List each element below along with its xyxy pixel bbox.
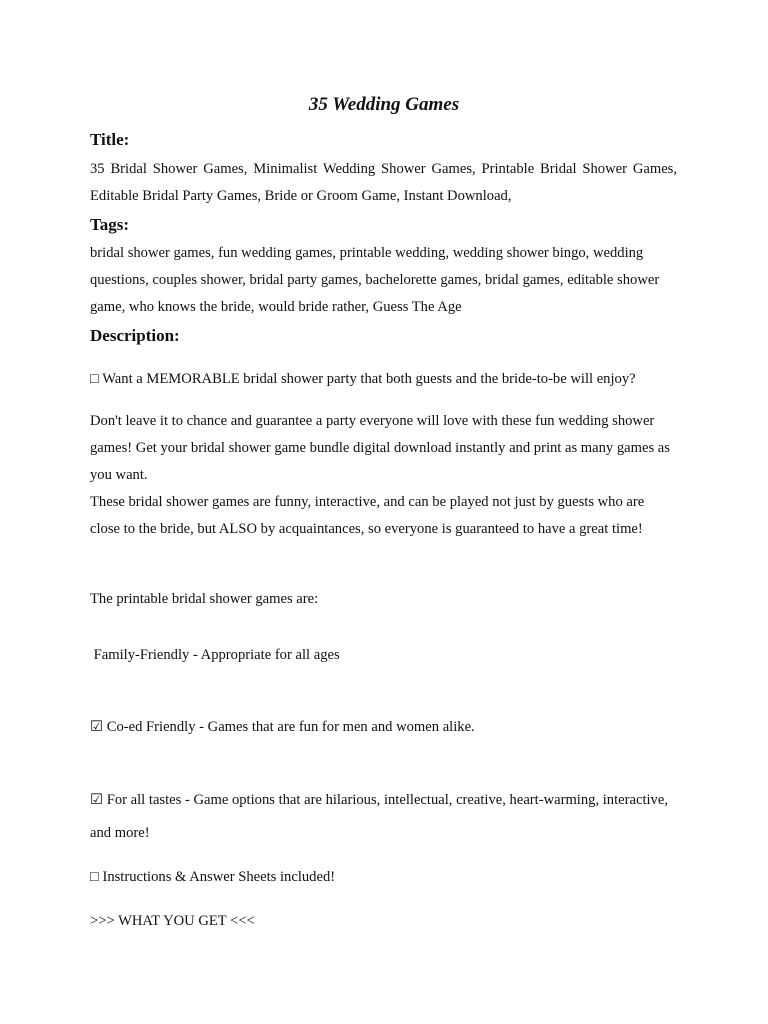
title-label: Title:	[90, 130, 130, 149]
tags-label: Tags:	[90, 215, 130, 234]
tags-text: bridal shower games, fun wedding games, printable wedding, wedding shower bingo, wedding questions, couples shower, bridal party games, bachelorette games, bridal games, editable shower game, who knows the bride, would bride rather, Guess The Age	[90, 245, 660, 315]
feature-co-ed-friendly: ☑ Co-ed Friendly - Games that are fun for men and women alike.	[90, 719, 475, 735]
description-paragraph-1: Don't leave it to chance and guarantee a party everyone will love with these fun wedding shower games! Get your bridal shower game bundle digital download instantly and print as many games as you want.	[90, 413, 670, 483]
feature-all-tastes: ☑ For all tastes - Game options that are hilarious, intellectual, creative, heart-warming, interactive, and more!	[90, 792, 668, 841]
description-intro: □ Want a MEMORABLE bridal shower party that both guests and the bride-to-be will enjoy?	[90, 371, 636, 387]
document-heading: 35 Wedding Games	[308, 94, 460, 115]
description-paragraph-2: These bridal shower games are funny, interactive, and can be played not just by guests who are close to the bride, but ALSO by acquaintances, so everyone is guaranteed to have a great time!	[90, 494, 645, 537]
games-list-intro: The printable bridal shower games are:	[90, 591, 319, 607]
description-label: Description:	[90, 326, 180, 345]
what-you-get-heading: >>> WHAT YOU GET <<<	[90, 913, 255, 929]
feature-family-friendly: Family-Friendly - Appropriate for all ages	[90, 647, 340, 663]
feature-instructions: □ Instructions & Answer Sheets included!	[90, 869, 336, 885]
title-text: 35 Bridal Shower Games, Minimalist Wedding Shower Games, Printable Bridal Shower Games, Editable Bridal Party Games, Bride or Groom Game, Instant Download,	[90, 161, 677, 204]
